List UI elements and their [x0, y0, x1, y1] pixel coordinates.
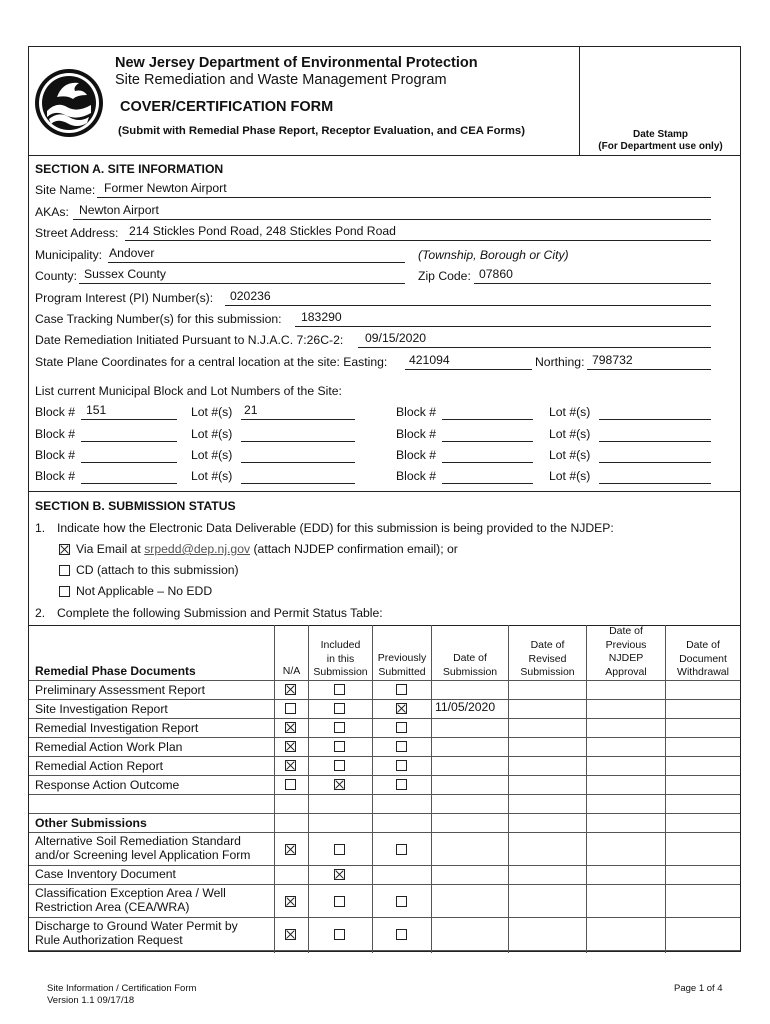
block-line[interactable]: [442, 462, 533, 463]
lot-label: Lot #(s): [191, 427, 233, 441]
lot-field[interactable]: 21: [244, 403, 258, 417]
edd-cd-option: CD (attach to this submission): [76, 563, 239, 577]
lot-line: [241, 419, 355, 420]
block-label: Block #: [396, 405, 436, 419]
block-line[interactable]: [442, 441, 533, 442]
lot-label: Lot #(s): [191, 405, 233, 419]
block-line[interactable]: [81, 462, 177, 463]
municipality-line: [108, 262, 405, 263]
included-checkbox[interactable]: [334, 684, 345, 695]
na-checkbox[interactable]: [285, 741, 296, 752]
date-stamp-note: (For Department use only): [598, 141, 723, 152]
pi-label: Program Interest (PI) Number(s):: [35, 291, 214, 305]
col-header-na: N/A: [282, 665, 301, 677]
previously-submitted-checkbox[interactable]: [396, 896, 407, 907]
row-rule: [29, 794, 740, 795]
col-header-date-submission: Date of Submission: [442, 652, 498, 678]
agency-name: New Jersey Department of Environmental Protection: [115, 55, 478, 71]
q2-number: 2.: [35, 606, 46, 620]
other-row-label: Classification Exception Area / Well: [35, 886, 226, 900]
lot-line[interactable]: [241, 483, 355, 484]
included-checkbox[interactable]: [334, 779, 345, 790]
form-frame: [28, 46, 741, 952]
section-b-title: SECTION B. SUBMISSION STATUS: [35, 499, 236, 513]
block-line: [81, 419, 177, 420]
pi-field[interactable]: 020236: [230, 289, 271, 303]
na-checkbox[interactable]: [285, 760, 296, 771]
zip-line: [474, 283, 711, 284]
col-header-revised: Date of Revised Submission: [520, 639, 575, 678]
easting-line: [405, 369, 532, 370]
block-field[interactable]: 151: [86, 403, 107, 417]
lot-line[interactable]: [241, 441, 355, 442]
row-rule: [29, 950, 740, 951]
included-checkbox[interactable]: [334, 844, 345, 855]
case-line: [295, 326, 711, 327]
lot-line[interactable]: [241, 462, 355, 463]
case-label: Case Tracking Number(s) for this submission:: [35, 312, 282, 326]
na-checkbox[interactable]: [285, 703, 296, 714]
street-line: [125, 240, 711, 241]
q1-number: 1.: [35, 521, 46, 535]
site-name-field[interactable]: Former Newton Airport: [104, 181, 227, 195]
row-rule: [29, 699, 740, 700]
northing-label: Northing:: [535, 355, 585, 369]
form-instructions: (Submit with Remedial Phase Report, Receptor Evaluation, and CEA Forms): [118, 125, 525, 137]
row-rule: [29, 718, 740, 719]
other-row-label: Alternative Soil Remediation Standard: [35, 834, 241, 848]
section-a-title: SECTION A. SITE INFORMATION: [35, 162, 224, 176]
program-name: Site Remediation and Waste Management Program: [115, 72, 447, 88]
akas-line: [73, 219, 711, 220]
county-line: [79, 283, 405, 284]
lot-label: Lot #(s): [549, 405, 591, 419]
previously-submitted-checkbox[interactable]: [396, 760, 407, 771]
lot-label: Lot #(s): [549, 469, 591, 483]
table-row-label: Preliminary Assessment Report: [35, 683, 206, 697]
lot-line[interactable]: [599, 483, 711, 484]
q2-text: Complete the following Submission and Permit Status Table:: [57, 606, 383, 620]
row-rule: [29, 737, 740, 738]
zip-label: Zip Code:: [418, 269, 471, 283]
block-line[interactable]: [81, 441, 177, 442]
northing-field[interactable]: 798732: [592, 353, 633, 367]
na-checkbox[interactable]: [285, 896, 296, 907]
block-line[interactable]: [442, 483, 533, 484]
included-checkbox[interactable]: [334, 722, 345, 733]
block-label: Block #: [396, 448, 436, 462]
municipality-note: (Township, Borough or City): [418, 248, 569, 262]
form-title: COVER/CERTIFICATION FORM: [120, 99, 334, 115]
municipality-field[interactable]: Andover: [109, 246, 155, 260]
included-checkbox[interactable]: [334, 741, 345, 752]
block-lot-prompt: List current Municipal Block and Lot Numbers of the Site:: [35, 384, 342, 398]
municipality-label: Municipality:: [35, 248, 103, 262]
previously-submitted-checkbox[interactable]: [396, 844, 407, 855]
row-rule: [29, 680, 740, 681]
section-b-divider: [29, 491, 740, 492]
edd-email-option: Via Email at srpedd@dep.nj.gov (attach NJDEP confirmation email); or: [76, 542, 458, 556]
njdep-logo: [33, 67, 105, 139]
edd-cd-checkbox[interactable]: [59, 565, 70, 576]
block-label: Block #: [35, 469, 75, 483]
site-name-line: [97, 197, 711, 198]
street-label: Street Address:: [35, 226, 119, 240]
lot-label: Lot #(s): [549, 427, 591, 441]
row-rule: [29, 917, 740, 918]
footer-version: Version 1.1 09/17/18: [47, 995, 135, 1006]
lot-line[interactable]: [599, 419, 711, 420]
row-rule: [29, 865, 740, 866]
other-row-label: Discharge to Ground Water Permit by: [35, 919, 238, 933]
col-header-prev-approval: Date of Previous NJDEP Approval: [605, 625, 647, 678]
previously-submitted-checkbox[interactable]: [396, 684, 407, 695]
pi-line: [225, 305, 711, 306]
date-initiated-label: Date Remediation Initiated Pursuant to N.J.A.C. 7:26C-2:: [35, 333, 344, 347]
date-of-submission-value[interactable]: 11/05/2020: [435, 700, 496, 714]
included-checkbox[interactable]: [334, 929, 345, 940]
other-row-label-continued: and/or Screening level Application Form: [35, 848, 251, 862]
block-label: Block #: [35, 405, 75, 419]
lot-label: Lot #(s): [191, 469, 233, 483]
row-rule: [29, 813, 740, 814]
other-row-label-continued: Rule Authorization Request: [35, 933, 183, 947]
zip-field[interactable]: 07860: [479, 267, 513, 281]
street-field[interactable]: 214 Stickles Pond Road, 248 Stickles Pond Road: [129, 224, 396, 238]
edd-email-checkbox[interactable]: [59, 544, 70, 555]
included-checkbox[interactable]: [334, 703, 345, 714]
block-line[interactable]: [442, 419, 533, 420]
row-rule: [29, 832, 740, 833]
col-header-previously: Previously Submitted: [377, 652, 427, 678]
table-row-label: Remedial Action Report: [35, 759, 164, 773]
row-rule: [29, 775, 740, 776]
easting-field[interactable]: 421094: [409, 353, 450, 367]
col-header-withdrawal: Date of Document Withdrawal: [677, 639, 729, 678]
block-line[interactable]: [81, 483, 177, 484]
included-checkbox[interactable]: [334, 869, 345, 880]
q1-text: Indicate how the Electronic Data Deliverable (EDD) for this submission is being provided to the NJDEP:: [57, 521, 614, 535]
date-initiated-field[interactable]: 09/15/2020: [365, 331, 426, 345]
na-checkbox[interactable]: [285, 779, 296, 790]
date-stamp-label: Date Stamp: [632, 129, 688, 140]
case-field[interactable]: 183290: [301, 310, 342, 324]
block-label: Block #: [396, 427, 436, 441]
previously-submitted-checkbox[interactable]: [396, 722, 407, 733]
form-header: [29, 47, 740, 156]
northing-line: [587, 369, 711, 370]
other-row-label-continued: Restriction Area (CEA/WRA): [35, 900, 190, 914]
footer-page: Page 1 of 4: [674, 983, 723, 994]
coords-label: State Plane Coordinates for a central location at the site: Easting:: [35, 355, 388, 369]
county-field[interactable]: Sussex County: [84, 267, 166, 281]
block-label: Block #: [35, 448, 75, 462]
included-checkbox[interactable]: [334, 760, 345, 771]
table-row-label: Remedial Action Work Plan: [35, 740, 183, 754]
lot-line[interactable]: [599, 441, 711, 442]
site-name-label: Site Name:: [35, 183, 96, 197]
akas-label: AKAs:: [35, 205, 69, 219]
lot-line[interactable]: [599, 462, 711, 463]
previously-submitted-checkbox[interactable]: [396, 741, 407, 752]
na-checkbox[interactable]: [285, 844, 296, 855]
col-header-included: Included in this Submission: [313, 639, 368, 678]
previously-submitted-checkbox[interactable]: [396, 779, 407, 790]
county-label: County:: [35, 269, 78, 283]
edd-na-checkbox[interactable]: [59, 586, 70, 597]
included-checkbox[interactable]: [334, 896, 345, 907]
akas-field[interactable]: Newton Airport: [79, 203, 159, 217]
table-row-label: Remedial Investigation Report: [35, 721, 199, 735]
edd-na-option: Not Applicable – No EDD: [76, 584, 213, 598]
other-row-label: Case Inventory Document: [35, 867, 176, 881]
previously-submitted-checkbox[interactable]: [396, 703, 407, 714]
date-stamp-box: [579, 47, 741, 155]
lot-label: Lot #(s): [549, 448, 591, 462]
table-row-label: Response Action Outcome: [35, 778, 180, 792]
block-label: Block #: [35, 427, 75, 441]
na-checkbox[interactable]: [285, 684, 296, 695]
na-checkbox[interactable]: [285, 929, 296, 940]
lot-label: Lot #(s): [191, 448, 233, 462]
table-row-label: Site Investigation Report: [35, 702, 168, 716]
other-submissions-title: Other Submissions: [35, 816, 147, 830]
na-checkbox[interactable]: [285, 722, 296, 733]
row-rule: [29, 884, 740, 885]
date-initiated-line: [358, 347, 711, 348]
footer-form-name: Site Information / Certification Form: [47, 983, 197, 994]
col-header-docs: Remedial Phase Documents: [35, 664, 196, 678]
block-label: Block #: [396, 469, 436, 483]
edd-email-link[interactable]: srpedd@dep.nj.gov: [144, 542, 251, 556]
row-rule: [29, 756, 740, 757]
previously-submitted-checkbox[interactable]: [396, 929, 407, 940]
